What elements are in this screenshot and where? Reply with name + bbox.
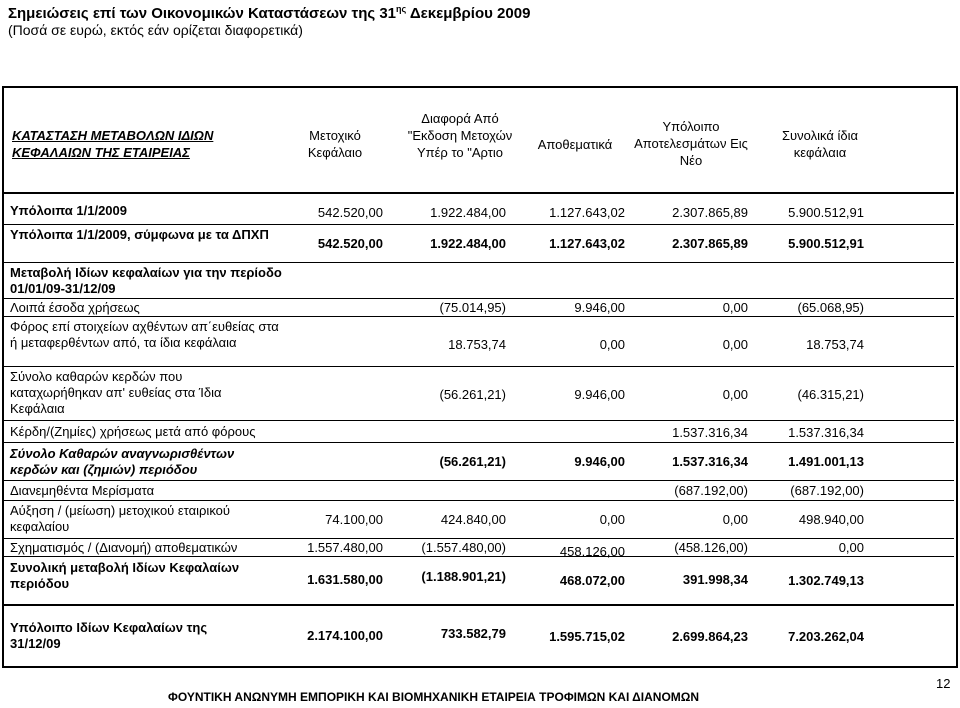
cell: 1.922.484,00 xyxy=(430,236,506,251)
divider xyxy=(2,224,954,225)
table-title-line1: ΚΑΤΑΣΤΑΣΗ ΜΕΤΑΒΟΛΩΝ ΙΔΙΩΝ xyxy=(12,128,214,143)
cell: 458.126,00 xyxy=(559,544,625,559)
divider xyxy=(2,480,954,481)
cell: 2.699.864,23 xyxy=(672,629,748,644)
cell: 1.537.316,34 xyxy=(788,425,864,440)
col-header-share-premium: Διαφορά Από "Εκδοση Μετοχών Υπέρ το "Αρτιο xyxy=(407,111,513,160)
page-number: 12 xyxy=(936,676,951,691)
cell: 18.753,74 xyxy=(806,337,864,352)
divider xyxy=(2,366,954,367)
cell: 1.537.316,34 xyxy=(672,454,748,469)
cell: 0,00 xyxy=(838,540,864,555)
row-label-other-income: Λοιπά έσοδα χρήσεως xyxy=(10,300,140,315)
cell: (458.126,00) xyxy=(674,540,748,555)
col-header-share-capital: Μετοχικό Κεφάλαιο xyxy=(307,128,363,160)
cell: 1.491.001,13 xyxy=(788,454,864,469)
row-label-opening-ifrs: Υπόλοιπα 1/1/2009, σύμφωνα με τα ΔΠΧΠ xyxy=(10,227,269,242)
cell: 0,00 xyxy=(599,512,625,527)
row-label-total-recognised: Σύνολο Καθαρών αναγνωρισθέντων κερδών και (ζημιών) περιόδου xyxy=(10,446,235,477)
col-header-total-equity: Συνολικά ίδια κεφάλαια xyxy=(781,128,858,160)
cell: 0,00 xyxy=(722,300,748,315)
cell: 1.631.580,00 xyxy=(307,572,383,587)
cell: (46.315,21) xyxy=(797,387,864,402)
cell: (56.261,21) xyxy=(439,454,506,469)
divider xyxy=(2,420,954,421)
cell: (1.188.901,21) xyxy=(421,569,506,584)
row-label-tax: Φόρος επί στοιχείων αχθέντων απ΄ευθείας στα ή μεταφερθέντων από, τα ίδια κεφάλαια xyxy=(10,319,279,350)
cell: 2.174.100,00 xyxy=(307,628,383,643)
cell: 18.753,74 xyxy=(448,337,506,352)
col-header-reserves: Αποθεματικά xyxy=(537,137,613,152)
cell: 391.998,34 xyxy=(682,572,748,587)
cell: (65.068,95) xyxy=(797,300,864,315)
cell: 1.127.643,02 xyxy=(549,205,625,220)
cell: 9.946,00 xyxy=(574,300,625,315)
table-title-line2: ΚΕΦΑΛΑΙΩΝ ΤΗΣ ΕΤΑΙΡΕΙΑΣ xyxy=(12,145,190,160)
divider xyxy=(2,316,954,317)
cell: 1.922.484,00 xyxy=(430,205,506,220)
cell: 9.946,00 xyxy=(574,387,625,402)
cell: 7.203.262,04 xyxy=(788,629,864,644)
cell: 468.072,00 xyxy=(559,573,625,588)
row-label-profit: Κέρδη/(Ζημίες) χρήσεως μετά από φόρους xyxy=(10,424,256,439)
cell: 0,00 xyxy=(722,337,748,352)
cell: (687.192,00) xyxy=(790,483,864,498)
divider xyxy=(2,556,954,557)
row-label-opening: Υπόλοιπα 1/1/2009 xyxy=(10,203,127,218)
row-label-dividends: Διανεμηθέντα Μερίσματα xyxy=(10,483,155,498)
cell: 424.840,00 xyxy=(440,512,506,527)
divider-header xyxy=(2,192,954,194)
cell: 1.127.643,02 xyxy=(549,236,625,251)
row-label-change-header: Μεταβολή Ιδίων κεφαλαίων για την περίοδο 01/01/09-31/12/09 xyxy=(10,265,282,296)
cell: 1.595.715,02 xyxy=(549,629,625,644)
divider xyxy=(2,500,954,501)
cell: 542.520,00 xyxy=(317,205,383,220)
divider xyxy=(2,442,954,443)
cell: 9.946,00 xyxy=(574,454,625,469)
cell: 1.557.480,00 xyxy=(307,540,383,555)
row-label-total-change: Συνολική μεταβολή Ιδίων Κεφαλαίων περιόδου xyxy=(10,560,240,591)
cell: 0,00 xyxy=(599,337,625,352)
row-label-net-direct: Σύνολο καθαρών κερδών που καταχωρήθηκαν απ' ευθείας στα Ίδια Κεφάλαια xyxy=(10,369,222,416)
divider-total xyxy=(2,604,954,606)
footer-company: ΦΟΥΝΤΙΚΗ ΑΝΩΝΥΜΗ ΕΜΠΟΡΙΚΗ ΚΑΙ ΒΙΟΜΗΧΑΝΙΚΗ ΕΤΑΙΡΕΙΑ ΤΡΟΦΙΜΩΝ ΚΑΙ ΔΙΑΝΟΜΩΝ xyxy=(168,690,700,704)
cell: 5.900.512,91 xyxy=(788,236,864,251)
page-title xyxy=(8,4,530,22)
divider xyxy=(2,538,954,539)
cell: (1.557.480,00) xyxy=(421,540,506,555)
cell: (687.192,00) xyxy=(674,483,748,498)
cell: 0,00 xyxy=(722,512,748,527)
cell: 1.302.749,13 xyxy=(788,573,864,588)
cell: (56.261,21) xyxy=(439,387,506,402)
cell: 498.940,00 xyxy=(798,512,864,527)
row-label-reserves: Σχηματισμός / (Διανομή) αποθεματικών xyxy=(10,540,238,555)
cell: 5.900.512,91 xyxy=(788,205,864,220)
divider xyxy=(2,262,954,263)
row-label-closing: Υπόλοιπο Ιδίων Κεφαλαίων της 31/12/09 xyxy=(10,620,208,651)
table-title xyxy=(12,127,213,161)
cell: 0,00 xyxy=(722,387,748,402)
page-title-text: Σημειώσεις επί των Οικονομικών Καταστάσεων της 31 xyxy=(8,5,397,22)
page-title-end: Δεκεμβρίου 2009 xyxy=(406,5,531,22)
page-title-sup: ης xyxy=(396,4,407,14)
row-label-capital-change: Αύξηση / (μείωση) μετοχικού εταιρικού κεφαλαίου xyxy=(10,503,231,534)
page-subtitle: (Ποσά σε ευρώ, εκτός εάν ορίζεται διαφορετικά) xyxy=(8,22,303,38)
col-header-retained-earnings: Υπόλοιπο Αποτελεσμάτων Εις Νέο xyxy=(634,119,748,168)
cell: 2.307.865,89 xyxy=(672,236,748,251)
divider xyxy=(2,298,954,299)
cell: (75.014,95) xyxy=(439,300,506,315)
cell: 74.100,00 xyxy=(325,512,383,527)
cell: 733.582,79 xyxy=(440,626,506,641)
cell: 2.307.865,89 xyxy=(672,205,748,220)
cell: 542.520,00 xyxy=(317,236,383,251)
cell: 1.537.316,34 xyxy=(672,425,748,440)
